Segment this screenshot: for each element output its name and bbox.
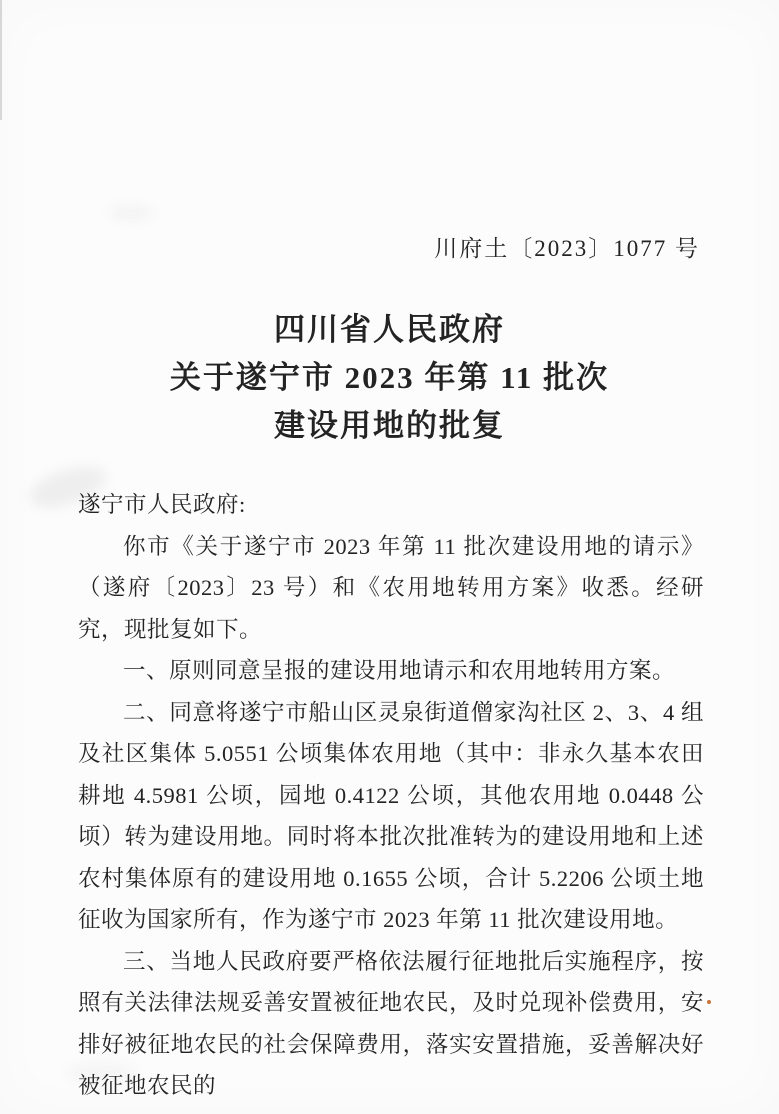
paragraph-item-2: 二、同意将遂宁市船山区灵泉街道僧家沟社区 2、3、4 组及社区集体 5.0551 公顷集体农用地（其中：非永久基本农田耕地 4.5981 公顷，园地 0.4122 公顷，其他农用地 0.0448 公顷）转为建设用地。同时将本批次批准转为的建设用地和上述农村集体原有的建设用地 0.1655 公顷，合计 5.2206 公顷土地征收为国家所有，作为遂宁市 2023 年第 11 批次建设用地。 — [78, 699, 704, 932]
paragraph-intro: 你市《关于遂宁市 2023 年第 11 批次建设用地的请示》（遂府〔2023〕23 号）和《农用地转用方案》收悉。经研究，现批复如下。 — [78, 533, 704, 642]
document-body — [78, 484, 704, 1107]
paragraph-item-1: 一、原则同意呈报的建设用地请示和农用地转用方案。 — [123, 658, 676, 683]
document-reference-number: 川府土〔2023〕1077 号 — [434, 236, 700, 261]
scan-speck — [707, 1000, 711, 1004]
scan-edge-artifact — [0, 0, 2, 120]
title-line-issuer: 四川省人民政府 — [274, 312, 505, 347]
document-title — [0, 306, 779, 450]
title-line-subject: 关于遂宁市 2023 年第 11 批次 — [169, 360, 610, 395]
paragraph-item-3: 三、当地人民政府要严格依法履行征地批后实施程序，按照有关法律法规妥善安置被征地农民，及时兑现补偿费用，安排好被征地农民的社会保障费用，落实安置措施，妥善解决好被征地农民的 — [78, 948, 704, 1098]
title-line-subject-2: 建设用地的批复 — [274, 408, 505, 443]
salutation: 遂宁市人民政府: — [78, 492, 246, 517]
scan-smudge — [108, 205, 154, 221]
